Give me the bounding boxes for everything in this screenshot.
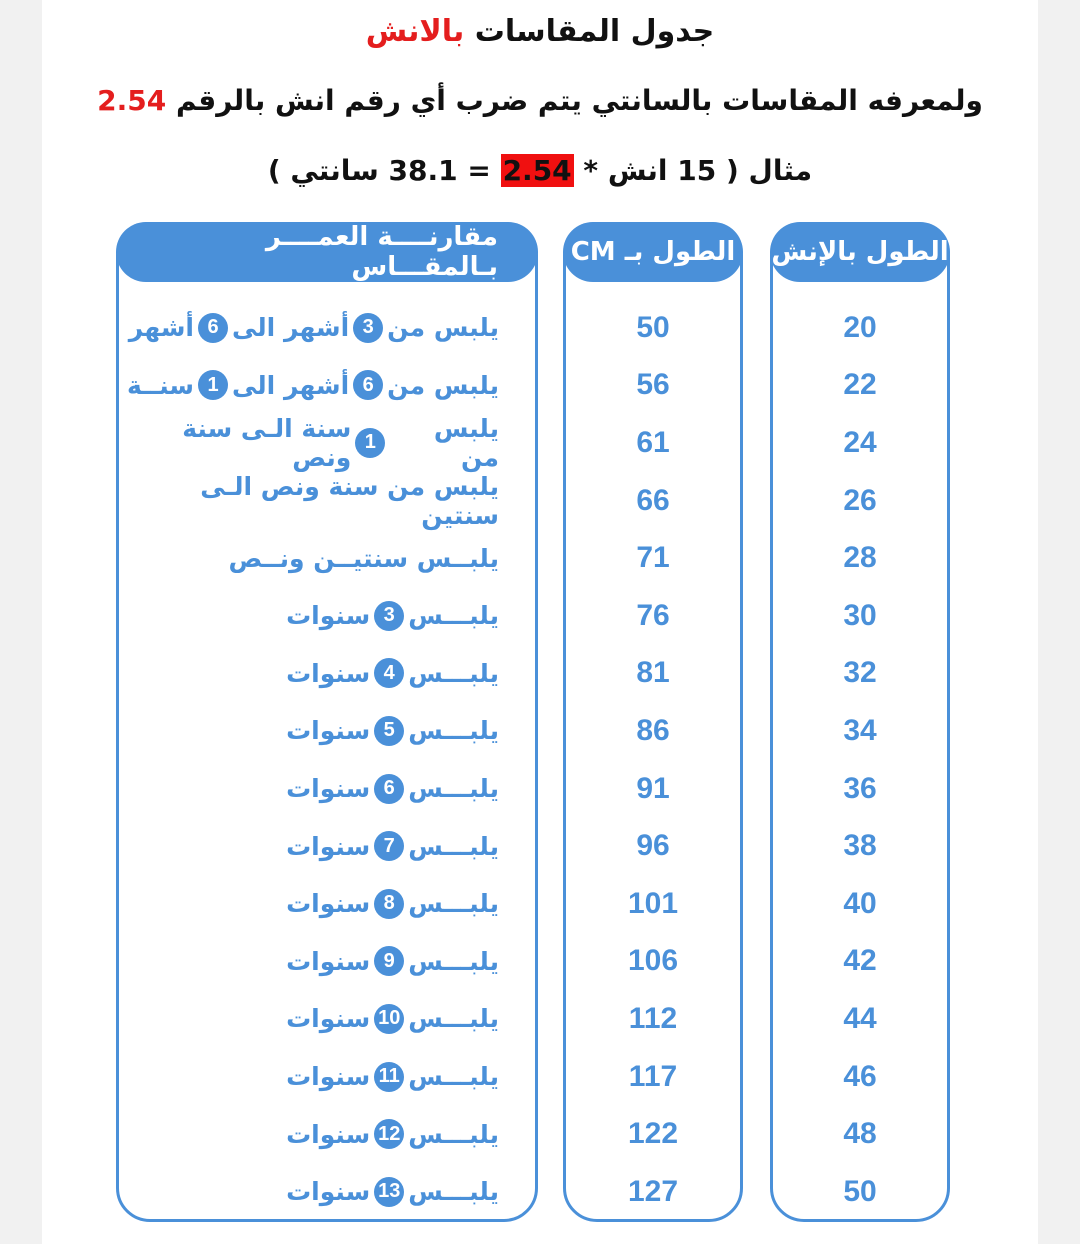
age-value — [119, 414, 535, 472]
inch-value: 50 — [843, 1174, 877, 1208]
cm-value: 76 — [636, 598, 670, 632]
age-value — [119, 472, 535, 530]
age-value — [119, 587, 535, 645]
age-text: يلبـــس — [408, 946, 499, 976]
inch-value: 34 — [843, 713, 877, 747]
number-badge: 11 — [374, 1062, 404, 1092]
age-value — [119, 990, 535, 1048]
age-text: سنوات — [286, 1062, 371, 1092]
age-value — [119, 357, 535, 415]
number-badge: 3 — [374, 601, 404, 631]
example-suffix: = 38.1 سانتي ) — [267, 154, 491, 187]
age-value — [119, 817, 535, 875]
inch-value: 28 — [843, 541, 877, 575]
conversion-example — [42, 154, 1038, 187]
age-text: يلبـــس — [408, 1062, 499, 1092]
cm-value: 66 — [636, 483, 670, 517]
cm-value: 122 — [627, 1117, 679, 1151]
cm-value: 96 — [636, 829, 670, 863]
age-text: سنوات — [286, 1177, 371, 1207]
number-badge: 6 — [353, 370, 383, 400]
age-text: يلبـــس — [408, 658, 499, 688]
age-text: سنوات — [286, 831, 371, 861]
age-text: سنوات — [286, 889, 371, 919]
inch-column — [770, 222, 950, 1222]
title-accent: بالانش — [365, 14, 465, 49]
age-text: سنوات — [286, 1119, 371, 1149]
age-value — [119, 875, 535, 933]
number-badge: 8 — [374, 889, 404, 919]
age-value — [119, 933, 535, 991]
age-value — [119, 645, 535, 703]
age-cells — [119, 299, 535, 1221]
inch-value: 42 — [843, 944, 877, 978]
cm-value: 86 — [636, 713, 670, 747]
cm-value: 117 — [628, 1059, 678, 1093]
age-text: سنوات — [286, 601, 371, 631]
number-badge: 1 — [355, 428, 385, 458]
conversion-note — [42, 84, 1038, 117]
number-badge: 4 — [374, 658, 404, 688]
cm-value: 127 — [627, 1174, 679, 1208]
page-title — [42, 14, 1038, 49]
cm-value: 101 — [627, 886, 679, 920]
age-value — [119, 1105, 535, 1163]
age-value — [119, 702, 535, 760]
conversion-factor: 2.54 — [97, 84, 167, 117]
inch-cells — [773, 299, 947, 1221]
age-column — [116, 222, 538, 1222]
cm-value: 50 — [636, 310, 670, 344]
age-text: سنوات — [286, 716, 371, 746]
age-text: يلبس من — [387, 313, 499, 343]
inch-value: 44 — [843, 1001, 877, 1035]
age-text: يلبـــس — [408, 1177, 499, 1207]
number-badge: 10 — [374, 1004, 404, 1034]
age-text: يلبـــس — [408, 774, 499, 804]
number-badge: 12 — [374, 1119, 404, 1149]
inch-value: 24 — [843, 425, 877, 459]
age-text: سنوات — [286, 658, 371, 688]
cm-value: 91 — [636, 771, 670, 805]
inch-value: 46 — [843, 1059, 877, 1093]
age-text: أشهر — [128, 313, 194, 343]
age-text: يلبـــس — [408, 1119, 499, 1149]
age-text: أشهر الى — [232, 313, 350, 343]
number-badge: 9 — [374, 946, 404, 976]
age-value — [119, 1048, 535, 1106]
age-text: يلبس من سنة ونص الـى سنتين — [200, 471, 499, 530]
number-badge: 6 — [374, 774, 404, 804]
number-badge: 6 — [198, 313, 228, 343]
example-factor-highlight: 2.54 — [502, 154, 572, 187]
age-text: سنة الـى سنة ونص — [182, 413, 352, 472]
cm-value: 71 — [636, 541, 670, 575]
age-text: سنوات — [286, 774, 371, 804]
cm-value: 81 — [636, 656, 670, 690]
cm-value: 56 — [636, 368, 670, 402]
cm-cells — [566, 299, 740, 1221]
age-text: يلبـــس — [408, 716, 499, 746]
age-text: سنوات — [286, 1004, 371, 1034]
cm-column — [563, 222, 743, 1222]
cm-value: 106 — [627, 944, 679, 978]
number-badge: 1 — [198, 370, 228, 400]
age-text: يلبــس سنتيــن ونــص — [228, 543, 499, 573]
age-column-header: مقارنــــة العمــــر بـالمقـــاس — [116, 222, 538, 282]
age-text: يلبـــس — [408, 601, 499, 631]
inch-value: 36 — [843, 771, 877, 805]
number-badge: 3 — [353, 313, 383, 343]
age-value — [119, 1163, 535, 1221]
age-value — [119, 760, 535, 818]
inch-value: 48 — [843, 1117, 877, 1151]
cm-value: 61 — [636, 425, 670, 459]
age-text: سنــة — [126, 370, 194, 400]
age-text: سنوات — [286, 946, 371, 976]
inch-value: 32 — [843, 656, 877, 690]
inch-value: 30 — [843, 598, 877, 632]
title-main: جدول المقاسات — [474, 14, 715, 49]
inch-value: 38 — [843, 829, 877, 863]
inch-column-header: الطول بالإنش — [770, 222, 950, 282]
cm-column-header: الطول بـ CM — [563, 222, 743, 282]
example-prefix: مثال ( 15 انش * — [583, 154, 813, 187]
inch-value: 40 — [843, 886, 877, 920]
number-badge: 13 — [374, 1177, 404, 1207]
number-badge: 5 — [374, 716, 404, 746]
conversion-text: ولمعرفه المقاسات بالسانتي يتم ضرب أي رقم انش بالرقم — [175, 84, 983, 117]
age-value — [119, 529, 535, 587]
inch-value: 22 — [843, 368, 877, 402]
size-chart-page — [42, 0, 1038, 1244]
age-text: يلبـــس — [408, 1004, 499, 1034]
age-value — [119, 299, 535, 357]
age-text: يلبس من — [387, 370, 499, 400]
number-badge: 7 — [374, 831, 404, 861]
age-text: يلبـــس — [408, 831, 499, 861]
inch-value: 20 — [843, 310, 877, 344]
cm-value: 112 — [628, 1001, 678, 1035]
inch-value: 26 — [843, 483, 877, 517]
age-text: يلبس من — [433, 413, 499, 472]
age-text: أشهر الى — [232, 370, 350, 400]
age-text: يلبـــس — [408, 889, 499, 919]
